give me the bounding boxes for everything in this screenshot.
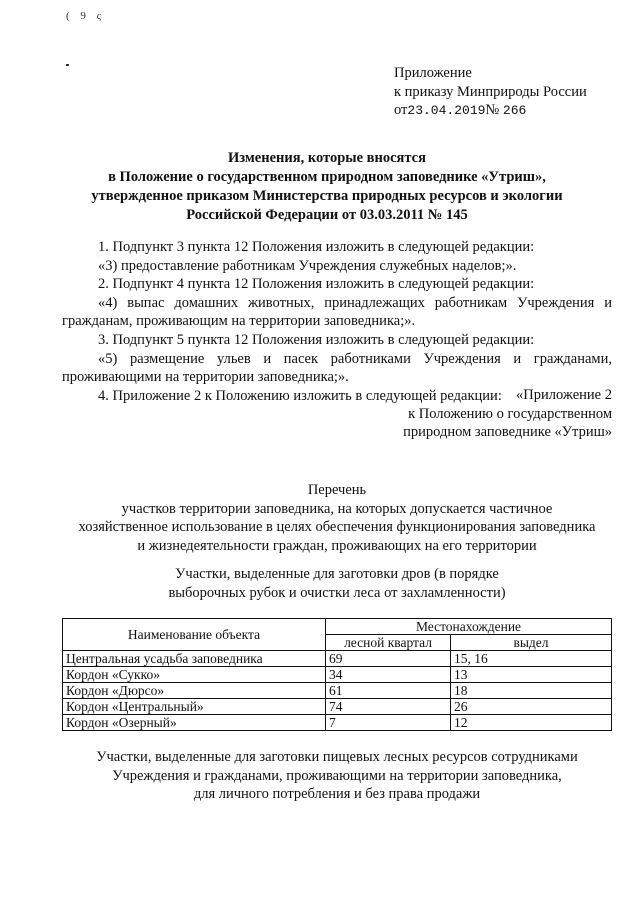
appendix-date: 23.04.2019	[407, 103, 486, 118]
header-location: Местонахождение	[326, 619, 612, 635]
list-title-line1: Перечень	[307, 482, 367, 498]
section-food-resources-heading	[62, 748, 612, 804]
appendix-date-line	[394, 101, 587, 121]
cell-quarter: 61	[326, 683, 451, 699]
list-title-line3: хозяйственное использование в целях обеспечения функционирования заповедника	[78, 519, 596, 536]
table-row	[63, 699, 612, 715]
section2-line1: Участки, выделенные для заготовки пищевых лесных ресурсов сотрудниками	[96, 749, 578, 765]
section1-line2: выборочных рубок и очистки леса от захламленности)	[168, 584, 506, 601]
cell-name: Кордон «Центральный»	[63, 699, 326, 715]
list-title-line2: участков территории заповедника, на которых допускается частичное	[121, 500, 553, 517]
table-row	[63, 667, 612, 683]
document-title	[62, 149, 592, 225]
section2-line2: Учреждения и гражданами, проживающими на территории заповедника,	[112, 767, 562, 784]
amendments-body	[62, 238, 612, 405]
cell-plot: 12	[451, 715, 612, 731]
paragraph-5: 3. Подпункт 5 пункта 12 Положения изложить в следующей редакции:	[98, 331, 535, 348]
list-title	[62, 481, 612, 556]
paragraph-3: 2. Подпункт 4 пункта 12 Положения изложить в следующей редакции:	[98, 276, 535, 293]
appendix-num-prefix: №	[485, 102, 500, 118]
header-forest-quarter: лесной квартал	[326, 635, 451, 651]
title-line2: в Положение о государственном природном заповеднике «Утриш»,	[108, 169, 546, 185]
cell-plot: 13	[451, 667, 612, 683]
cell-name: Центральная усадьба заповедника	[63, 651, 326, 667]
appendix-header	[394, 64, 587, 121]
cell-plot: 15, 16	[451, 651, 612, 667]
paragraph-2: «3) предоставление работникам Учреждения служебных наделов;».	[98, 257, 517, 274]
header-plot: выдел	[451, 635, 612, 651]
title-line3: утвержденное приказом Министерства природных ресурсов и экологии	[91, 188, 563, 204]
appendix-line2: к приказу Минприроды России	[394, 83, 587, 100]
paragraph-4: «4) выпас домашних животных, принадлежащих работникам Учреждения и гражданам, проживающим на территории заповедника;».	[62, 294, 612, 330]
paragraph-1: 1. Подпункт 3 пункта 12 Положения изложить в следующей редакции:	[98, 239, 535, 255]
appendix2-line1: «Приложение 2	[516, 387, 612, 403]
title-line4: Российской Федерации от 03.03.2011 № 145	[186, 207, 468, 223]
section1-line1: Участки, выделенные для заготовки дров (в порядке	[175, 566, 499, 582]
cell-quarter: 74	[326, 699, 451, 715]
parcels-table	[62, 618, 612, 731]
paragraph-6: «5) размещение ульев и пасек работниками Учреждения и гражданами, проживающими на территории заповедника;».	[62, 350, 612, 386]
cell-plot: 18	[451, 683, 612, 699]
appendix2-line2: к Положению о государственном	[408, 405, 612, 422]
table-row	[63, 651, 612, 667]
table-row	[63, 683, 612, 699]
appendix-line1: Приложение	[394, 65, 472, 81]
table-row	[63, 715, 612, 731]
cell-name: Кордон «Дюрсо»	[63, 683, 326, 699]
title-line1: Изменения, которые вносятся	[228, 150, 426, 166]
cell-quarter: 7	[326, 715, 451, 731]
cell-name: Кордон «Сукко»	[63, 667, 326, 683]
header-object-name: Наименование объекта	[63, 619, 326, 651]
cell-plot: 26	[451, 699, 612, 715]
section-firewood-heading	[62, 565, 612, 602]
appendix-prefix: от	[394, 102, 408, 118]
appendix2-line3: природном заповеднике «Утриш»	[403, 424, 612, 441]
cell-name: Кордон «Озерный»	[63, 715, 326, 731]
cell-quarter: 69	[326, 651, 451, 667]
appendix2-header	[360, 386, 612, 442]
list-title-line4: и жизнедеятельности граждан, проживающих на его территории	[137, 537, 537, 554]
paragraph-7: 4. Приложение 2 к Положению изложить в следующей редакции:	[98, 387, 502, 404]
corner-scan-mark: ( 9 ς	[66, 10, 106, 22]
appendix-number: 266	[502, 103, 527, 118]
section2-line3: для личного потребления и без права продажи	[193, 786, 481, 803]
scan-dot	[66, 64, 69, 66]
cell-quarter: 34	[326, 667, 451, 683]
